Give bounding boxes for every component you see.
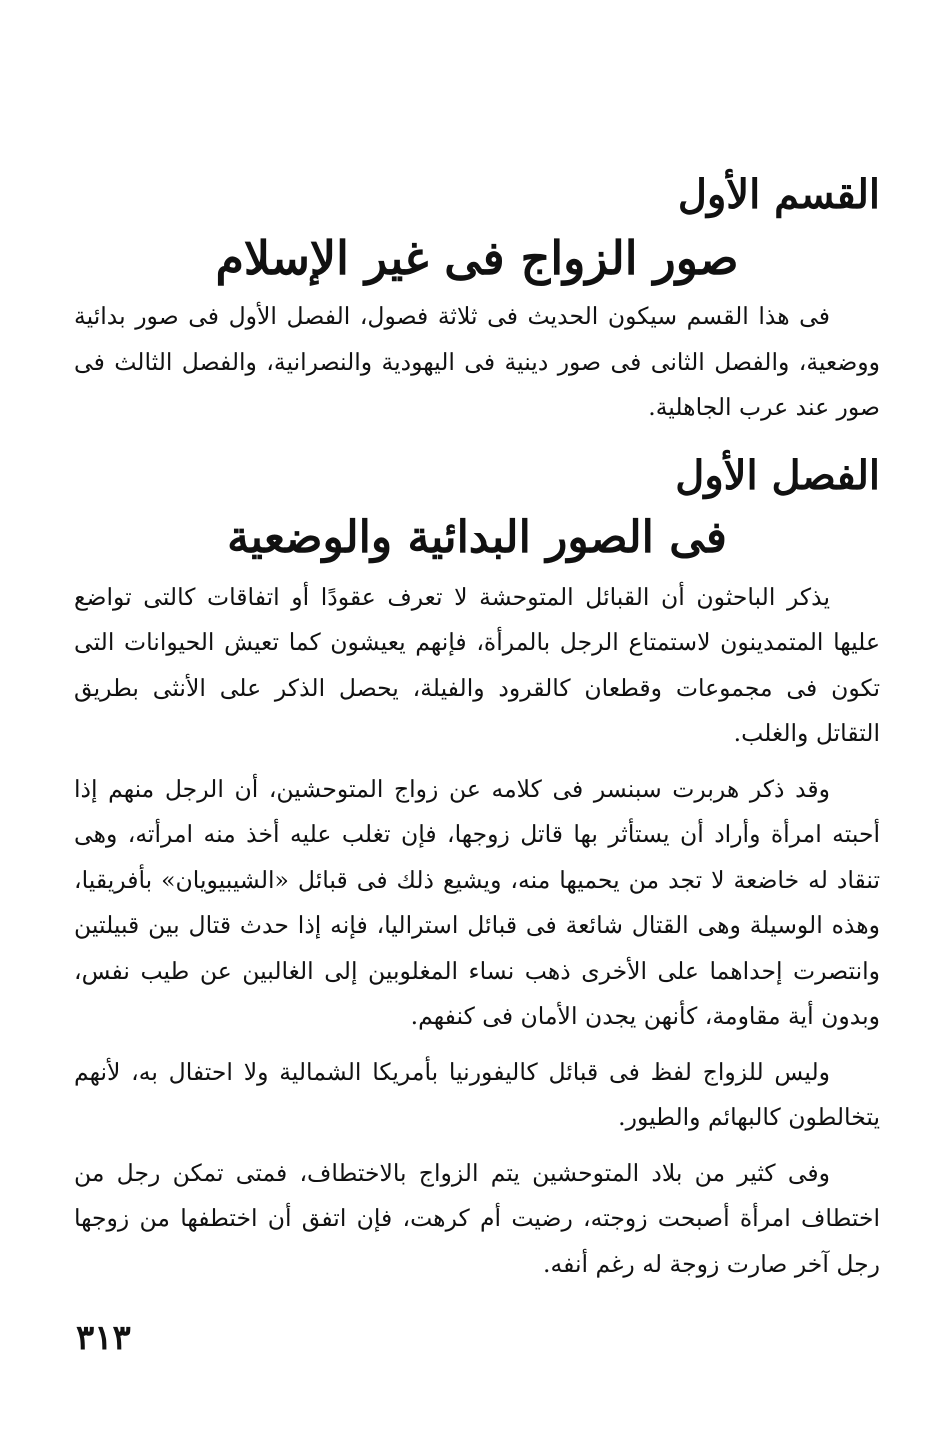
book-page bbox=[74, 150, 880, 1440]
section-intro-paragraph: فى هذا القسم سيكون الحديث فى ثلاثة فصول، الفصل الأول فى صور بدائية ووضعية، والفصل الثانى فى صور دينية فى اليهودية والنصرانية، والفصل الثالث فى صور عند عرب الجاهلية. bbox=[74, 302, 880, 421]
chapter-heading: الفصل الأول bbox=[675, 451, 880, 499]
chapter-title: فى الصور البدائية والوضعية bbox=[227, 511, 727, 563]
section-title: صور الزواج فى غير الإسلام bbox=[215, 231, 739, 285]
section-heading: القسم الأول bbox=[677, 171, 880, 218]
body-paragraph-1: يذكر الباحثون أن القبائل المتوحشة لا تعرف عقودًا أو اتفاقات كالتى تواضع عليها المتمدينون لاستمتاع الرجل بالمرأة، فإنهم يعيشون كما تعيش الحيوانات التى تكون فى مجموعات وقطعان كالقرود والفيلة، يحصل الذكر على الأنثى بطريق التقاتل والغلب. bbox=[74, 582, 880, 747]
body-paragraph-2: وقد ذكر هربرت سبنسر فى كلامه عن زواج المتوحشين، أن الرجل منهم إذا أحبته امرأة وأراد أن يستأثر بها قاتل زوجها، فإن تغلب عليه أخذ منه امرأته، وهى تنقاد له خاضعة لا تجد من يحميها منه، ويشيع ذلك فى قبائل «الشيبيويان» بأفريقيا، وهذه الوسيلة وهى القتال شائعة فى قبائل استراليا، فإنه إذا حدث قتال بين قبيلتين وانتصرت إحداهما على الأخرى ذهب نساء المغلوبين إلى الغالبين عن طيب نفس، وبدون أية مقاومة، كأنهن يجدن الأمان فى كنفهم. bbox=[74, 774, 881, 1030]
body-paragraph-4: وفى كثير من بلاد المتوحشين يتم الزواج بالاختطاف، فمتى تمكن رجل من اختطاف امرأة أصبحت زوجته، رضيت أم كرهت، فإن اتفق أن اختطفها من زوجها رجل آخر صارت زوجة له رغم أنفه. bbox=[74, 1158, 880, 1278]
page-number: ٣١٣ bbox=[76, 1318, 131, 1358]
body-paragraph-3: وليس للزواج لفظ فى قبائل كاليفورنيا بأمريكا الشمالية ولا احتفال به، لأنهم يتخالطون كالبهائم والطيور. bbox=[74, 1057, 880, 1131]
